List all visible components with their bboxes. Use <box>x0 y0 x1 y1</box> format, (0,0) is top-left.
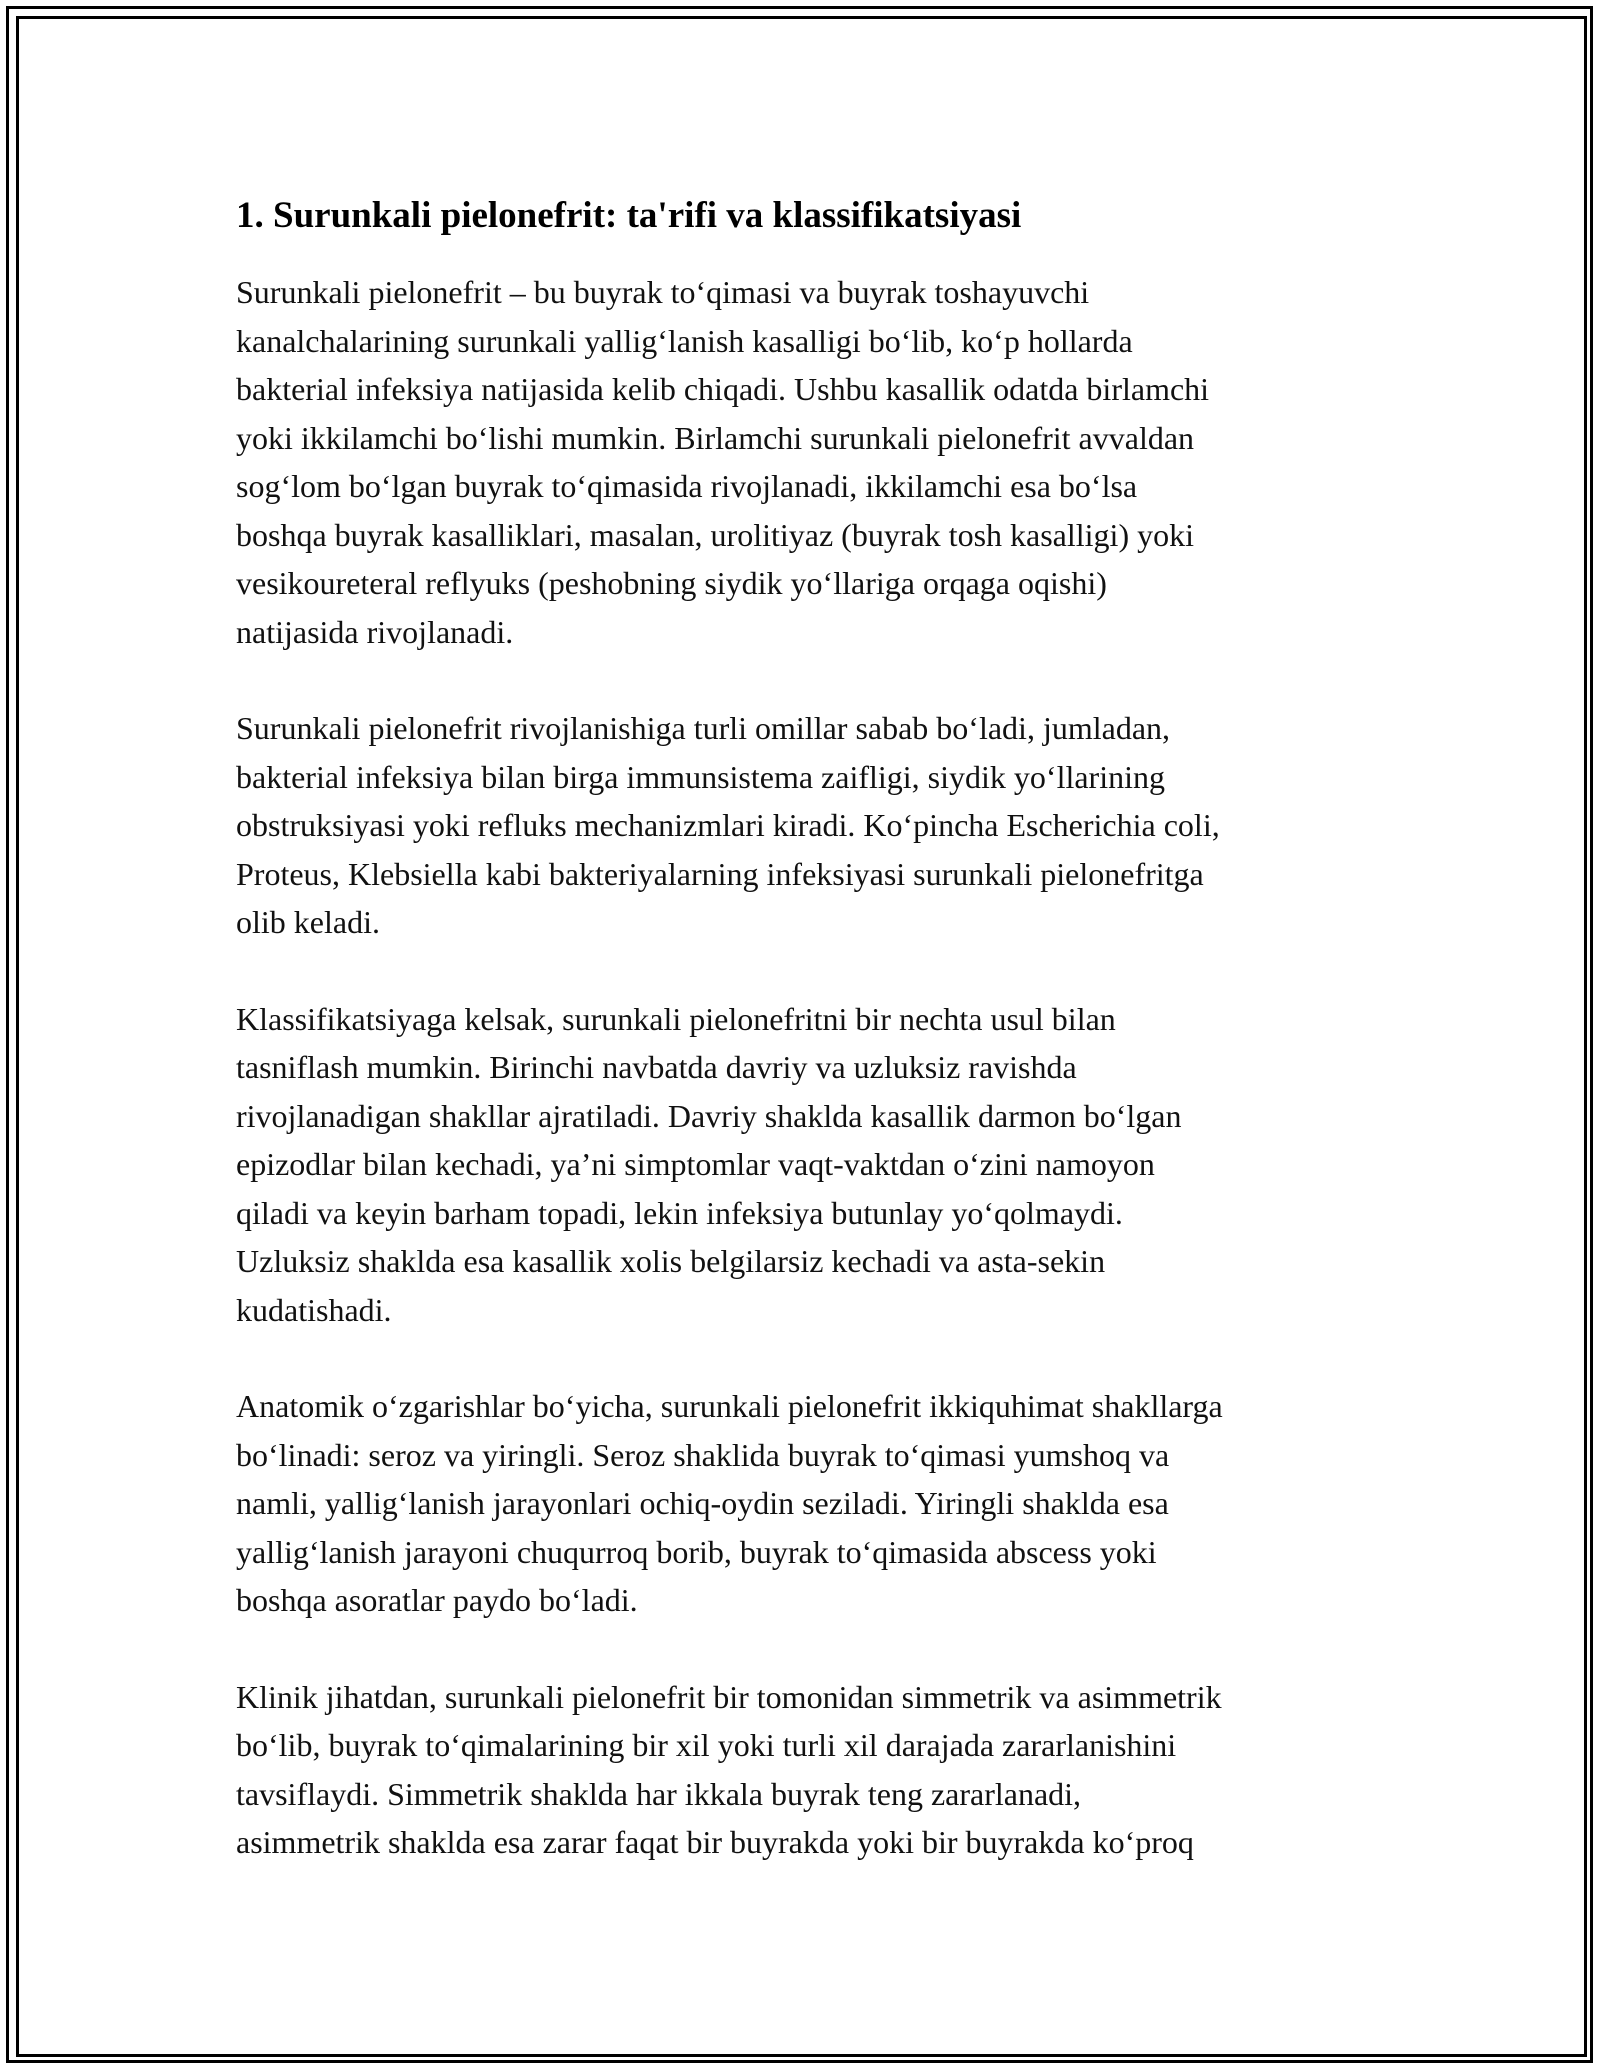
paragraph-classification: Klassifikatsiyaga kelsak, surunkali pielonefritni bir nechta usul bilan tasniflash mumkin. Birinchi navbatda davriy va uzluksiz ravishda rivojlanadigan shakllar ajratiladi. Davriy shaklda kasallik darmon bo‘lgan epizodlar bilan kechadi, ya’ni simptomlar vaqt-vaktdan o‘zini namoyon qiladi va keyin barham topadi, lekin infeksiya butunlay yo‘qolmaydi. Uzluksiz shaklda esa kasallik xolis belgilarsiz kechadi va asta-sekin kudatishadi. <box>236 1000 1182 1328</box>
section-heading: 1. Surunkali pielonefrit: ta'rifi va klassifikatsiyasi <box>236 195 1022 236</box>
paragraph-definition: Surunkali pielonefrit – bu buyrak to‘qimasi va buyrak toshayuvchi kanalchalarining surunkali yallig‘lanish kasalligi bo‘lib, ko‘p hollarda bakterial infeksiya natijasida kelib chiqadi. Ushbu kasallik odatda birlamchi yoki ikkilamchi bo‘lishi mumkin. Birlamchi surunkali pielonefrit avvaldan sog‘lom bo‘lgan buyrak to‘qimasida rivojlanadi, ikkilamchi esa bo‘lsa boshqa buyrak kasalliklari, masalan, urolitiyaz (buyrak tosh kasalligi) yoki vesikoureteral reflyuks (peshobning siydik yo‘llariga orqaga oqishi) natijasida rivojlanadi. <box>236 274 1210 650</box>
paragraph-clinical-forms: Klinik jihatdan, surunkali pielonefrit bir tomonidan simmetrik va asimmetrik bo‘lib, buyrak to‘qimalarining bir xil yoki turli xil darajada zararlanishini tavsiflaydi. Simmetrik shaklda har ikkala buyrak teng zararlanadi, asimmetrik shaklda esa zarar faqat bir buyrakda yoki bir buyrakda ko‘proq <box>236 1678 1222 1860</box>
document-body <box>236 190 1386 1915</box>
paragraph-causes: Surunkali pielonefrit rivojlanishiga turli omillar sabab bo‘ladi, jumladan, bakterial infeksiya bilan birga immunsistema zaifligi, siydik yo‘llarining obstruksiyasi yoki refluks mechanizmlari kiradi. Ko‘pincha Escherichia coli, Proteus, Klebsiella kabi bakteriyalarning infeksiyasi surunkali pielonefritga olib keladi. <box>236 710 1220 940</box>
paragraph-anatomic-forms: Anatomik o‘zgarishlar bo‘yicha, surunkali pielonefrit ikkiquhimat shakllarga bo‘linadi: seroz va yiringli. Seroz shaklida buyrak to‘qimasi yumshoq va namli, yallig‘lanish jarayonlari ochiq-oydin seziladi. Yiringli shaklda esa yallig‘lanish jarayoni chuqurroq borib, buyrak to‘qimasida abscess yoki boshqa asoratlar paydo bo‘ladi. <box>236 1388 1223 1618</box>
